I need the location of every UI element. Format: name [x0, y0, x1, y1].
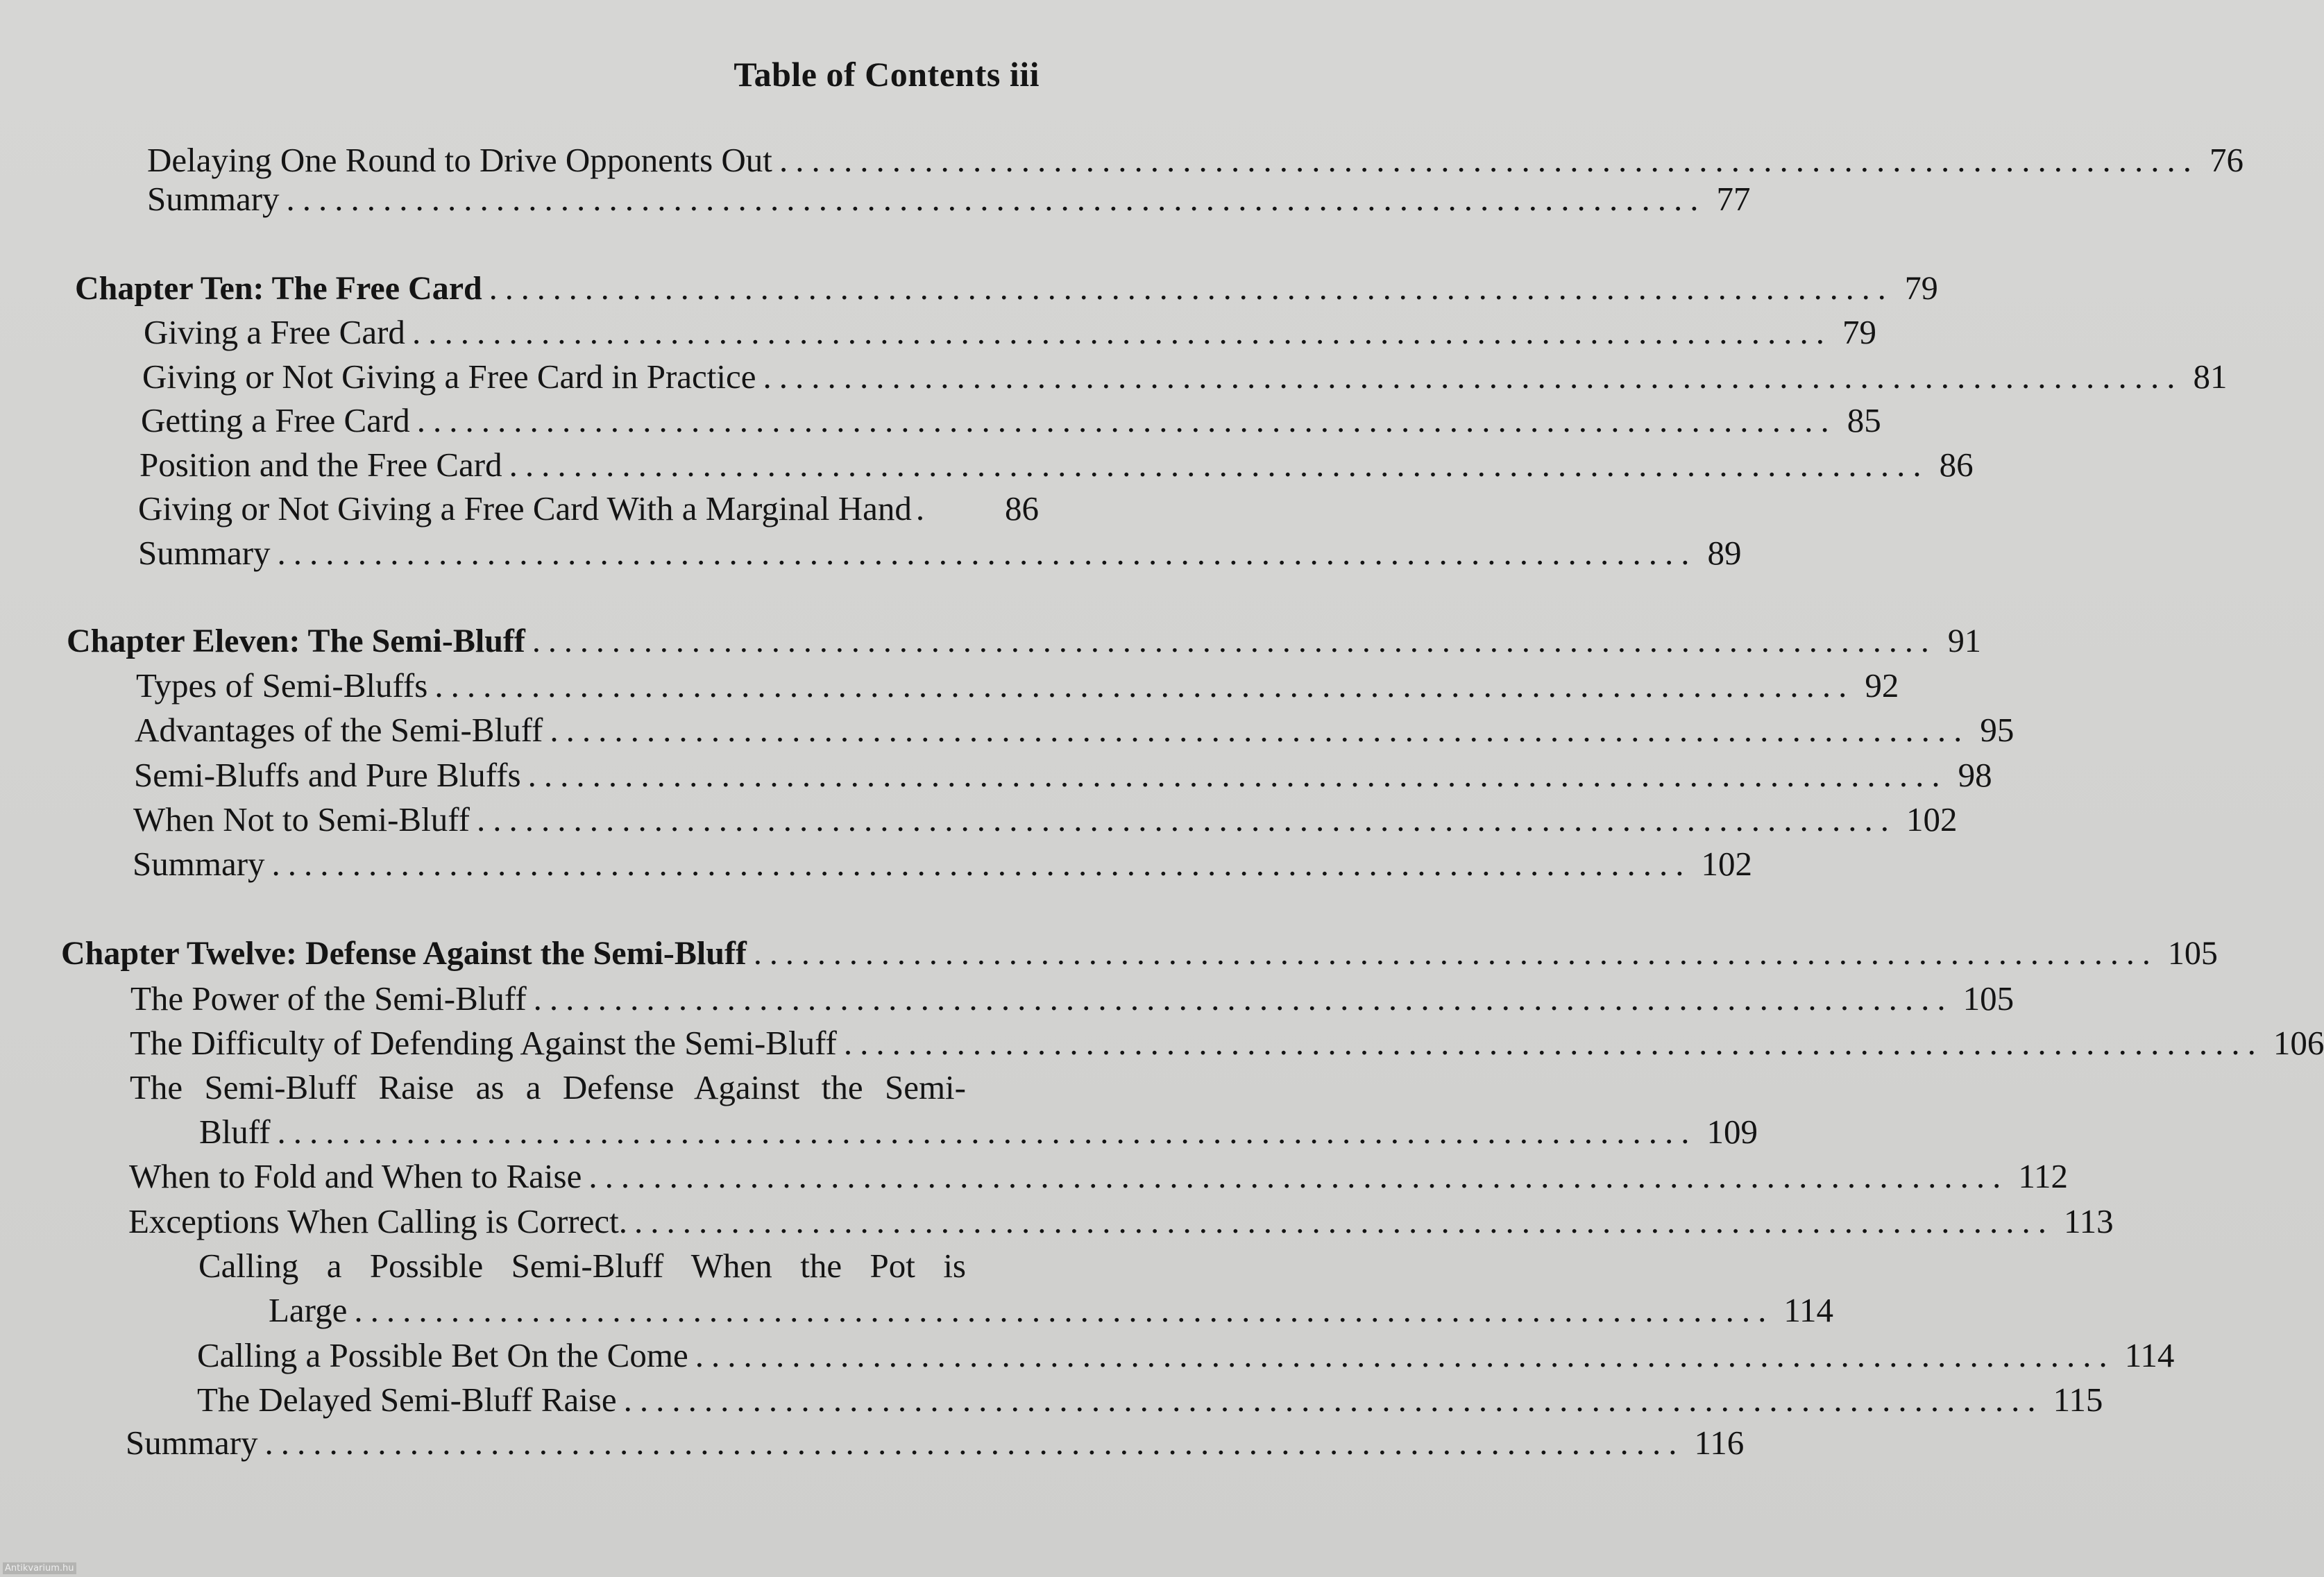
- toc-entry-page: 81: [2193, 357, 2228, 396]
- toc-entry-title: Summary: [126, 1424, 258, 1462]
- toc-entry-title: The Delayed Semi-Bluff Raise: [197, 1381, 617, 1419]
- toc-entry-title: Summary: [133, 845, 265, 883]
- toc-entry-title: Calling a Possible Bet On the Come: [197, 1336, 688, 1374]
- dot-leader: ........................................................................................: [763, 357, 2183, 396]
- toc-entry: [133, 800, 1958, 838]
- toc-entry-page: 91: [1947, 623, 1981, 659]
- dot-leader: ........................................................................................: [550, 711, 1970, 749]
- dot-leader: ........................................................................................: [527, 756, 1948, 794]
- toc-entry: [126, 1424, 1745, 1462]
- toc-entry: [147, 141, 2244, 179]
- toc-entry: [128, 1202, 2114, 1240]
- toc-entry-title: The Power of the Semi-Bluff: [130, 979, 527, 1018]
- dot-leader: ........................................................................................: [843, 1024, 2264, 1062]
- toc-entry-page: 106: [2273, 1024, 2324, 1062]
- toc-entry-page: 85: [1847, 401, 1881, 439]
- toc-entry-title: Advantages of the Semi-Bluff: [135, 711, 543, 749]
- toc-entry-continuation: [199, 1113, 1758, 1151]
- toc-entry-page: 77: [1716, 180, 1751, 218]
- toc-entry: [142, 357, 2228, 396]
- toc-entry-title: The Semi-Bluff Raise as a Defense Against the Semi-: [130, 1068, 966, 1106]
- toc-entry-page: 92: [1865, 666, 1899, 705]
- dot-leader: ........................................................................................: [533, 979, 1953, 1018]
- toc-entry-page: 116: [1694, 1424, 1745, 1462]
- toc-chapter-entry: [61, 935, 2218, 972]
- toc-entry-title: Position and the Free Card: [139, 446, 502, 484]
- toc-entry: [147, 180, 1751, 218]
- toc-entry: [136, 666, 1899, 705]
- toc-chapter-title: Chapter Eleven: The Semi-Bluff: [67, 623, 525, 659]
- toc-entry: [133, 845, 1753, 883]
- toc-chapter-entry: [75, 270, 1938, 307]
- toc-entry-title: Giving a Free Card: [144, 313, 405, 351]
- toc-entry-first-line: [198, 1249, 966, 1283]
- dot-leader: ........................................................................................: [264, 1424, 1685, 1462]
- toc-entry-title: Getting a Free Card: [141, 401, 410, 439]
- dot-leader: ........................................................................................: [286, 180, 1706, 218]
- toc-entry-page: 79: [1842, 313, 1876, 351]
- toc-entry-title: Giving or Not Giving a Free Card in Practice: [142, 357, 756, 396]
- toc-entry-page: 86: [1939, 446, 1974, 484]
- toc-entry: [197, 1381, 2103, 1419]
- toc-entry-page: 115: [2053, 1381, 2103, 1419]
- toc-entry: [197, 1336, 2175, 1374]
- toc-entry-title: When Not to Semi-Bluff: [133, 800, 470, 838]
- toc-entry-title: The Difficulty of Defending Against the Semi-Bluff: [130, 1024, 837, 1062]
- toc-entry-title: Summary: [138, 534, 271, 572]
- toc-chapter-title: Chapter Ten: The Free Card: [75, 270, 482, 307]
- toc-entry: [129, 1157, 2068, 1195]
- toc-entry: [135, 711, 2015, 749]
- watermark: Antikvarium.hu: [3, 1562, 76, 1574]
- toc-entry-page: 112: [2018, 1157, 2068, 1195]
- dot-leader: ........................................................................................: [588, 1157, 2009, 1195]
- toc-entry: [130, 979, 2015, 1018]
- toc-entry-page: 114: [1783, 1291, 1834, 1329]
- dot-leader: .: [915, 489, 926, 528]
- toc-entry: [130, 1024, 2324, 1062]
- toc-entry-page: 105: [1962, 979, 2015, 1018]
- dot-leader: ........................................................................................: [532, 623, 1937, 659]
- dot-leader: ........................................................................................: [753, 935, 2158, 972]
- running-head: Table of Contents iii: [733, 55, 1040, 94]
- toc-entry-page: 89: [1707, 534, 1742, 572]
- toc-entry-title-continuation: Large: [269, 1291, 348, 1329]
- dot-leader: ........................................................................................: [476, 800, 1897, 838]
- toc-entry-page: 79: [1904, 270, 1938, 307]
- toc-entry: [139, 446, 1974, 484]
- toc-entry-title: Calling a Possible Semi-Bluff When the Pot is: [198, 1247, 966, 1285]
- toc-entry-title: Exceptions When Calling is Correct.: [128, 1202, 627, 1240]
- toc-entry-title: Giving or Not Giving a Free Card With a Marginal Hand: [138, 489, 912, 528]
- dot-leader: ........................................................................................: [277, 1113, 1697, 1151]
- dot-leader: ........................................................................................: [354, 1291, 1774, 1329]
- toc-chapter-title: Chapter Twelve: Defense Against the Semi-Bluff: [61, 935, 747, 972]
- toc-entry-page: 109: [1706, 1113, 1758, 1151]
- toc-entry-page: 105: [2167, 935, 2218, 972]
- dot-leader: ........................................................................................: [489, 270, 1894, 307]
- toc-entry-title: Delaying One Round to Drive Opponents Out: [147, 141, 772, 179]
- dot-leader: ........................................................................................: [277, 534, 1697, 572]
- toc-entry: [144, 313, 1876, 351]
- toc-entry-title-continuation: Bluff: [199, 1113, 271, 1151]
- toc-entry: [138, 489, 1039, 528]
- toc-entry-continuation: [269, 1291, 1834, 1329]
- toc-entry-page: 102: [1906, 800, 1958, 838]
- toc-entry-first-line: [130, 1070, 966, 1104]
- toc-entry-title: Semi-Bluffs and Pure Bluffs: [134, 756, 521, 794]
- toc-entry-title: Types of Semi-Bluffs: [136, 666, 428, 705]
- toc-chapter-entry: [67, 623, 1981, 659]
- toc-entry-title: When to Fold and When to Raise: [129, 1157, 582, 1195]
- toc-entry: [134, 756, 1992, 794]
- toc-entry-page: 86: [1005, 489, 1039, 528]
- dot-leader: ........................................................................................: [412, 313, 1832, 351]
- toc-entry: [138, 534, 1742, 572]
- dot-leader: ........................................................................................: [623, 1381, 2044, 1419]
- dot-leader: ........................................................................................: [509, 446, 1929, 484]
- toc-entry-title: Summary: [147, 180, 280, 218]
- dot-leader: ........................................................................................: [271, 845, 1692, 883]
- dot-leader: ........................................................................................: [434, 666, 1855, 705]
- toc-entry-page: 76: [2209, 141, 2244, 179]
- toc-entry-page: 114: [2124, 1336, 2175, 1374]
- toc-entry-page: 113: [2063, 1202, 2114, 1240]
- toc-entry-page: 95: [1980, 711, 2015, 749]
- toc-entry-page: 102: [1701, 845, 1753, 883]
- toc-entry-page: 98: [1958, 756, 1992, 794]
- dot-leader: ........................................................................................: [695, 1336, 2115, 1374]
- dot-leader: ........................................................................................: [634, 1202, 2054, 1240]
- dot-leader: ........................................................................................: [416, 401, 1837, 439]
- dot-leader: ........................................................................................: [779, 141, 2199, 179]
- toc-entry: [141, 401, 1881, 439]
